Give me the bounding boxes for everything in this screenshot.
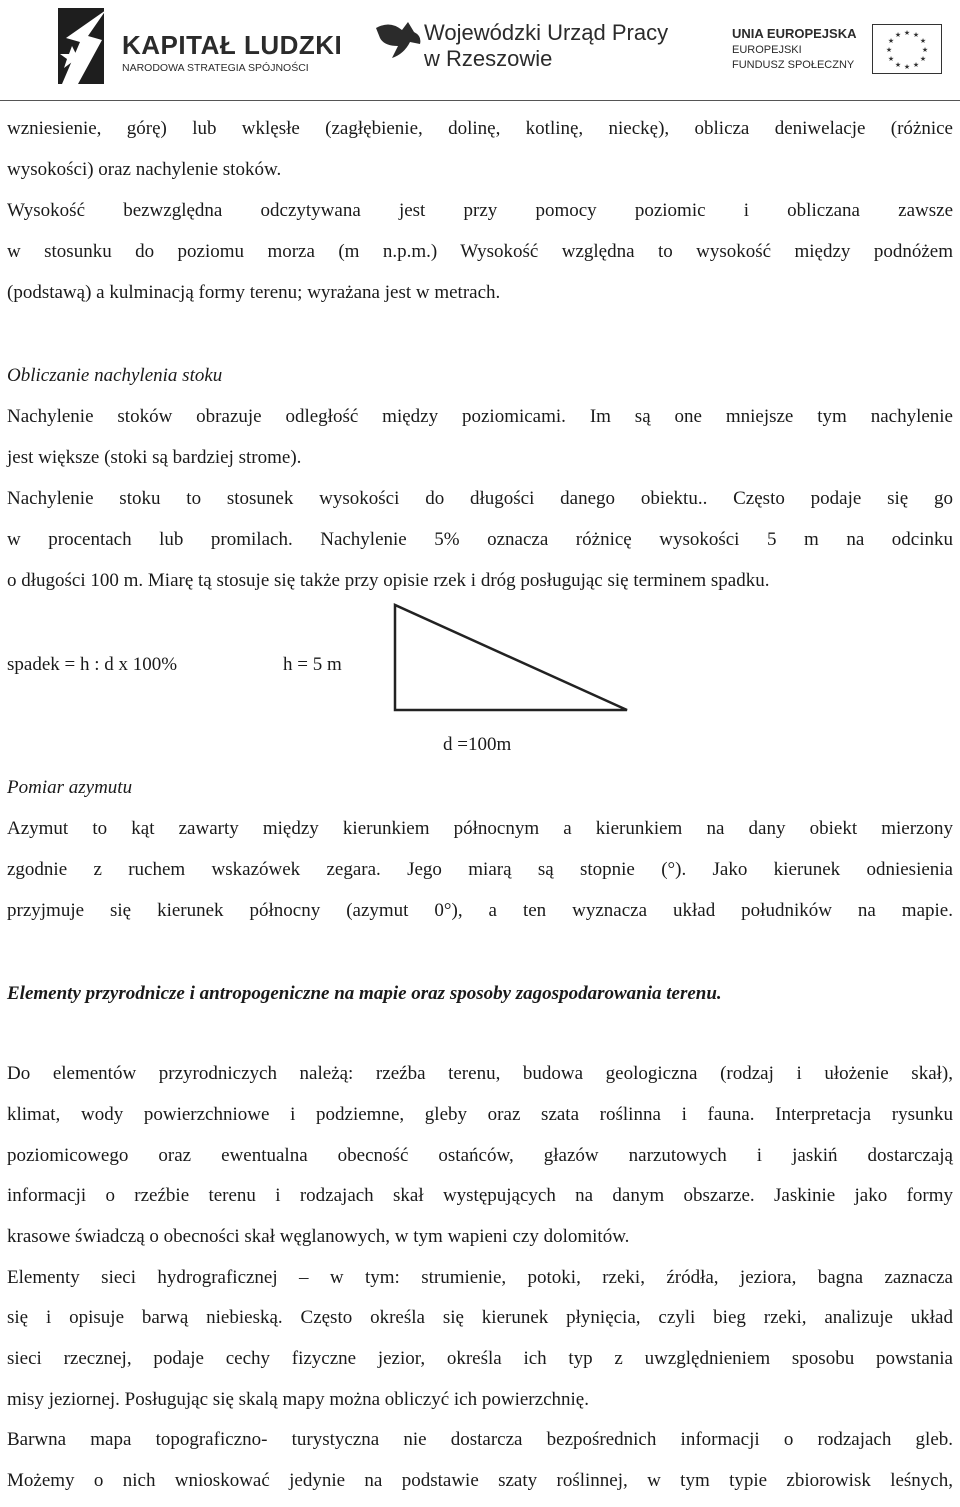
distance-label: d =100m bbox=[443, 734, 512, 755]
svg-text:★: ★ bbox=[887, 37, 895, 45]
paragraph-line: misy jeziornej. Posługując się skalą mapy można obliczyć ich powierzchnię. bbox=[7, 1389, 589, 1410]
svg-text:★: ★ bbox=[894, 61, 902, 69]
paragraph-line: przyjmuje się kierunek północny (azymut 0°), a ten wyznacza układ południków na mapie. bbox=[7, 900, 953, 921]
eu-line3: FUNDUSZ SPOŁECZNY bbox=[732, 59, 855, 71]
paragraph-line: Barwna mapa topograficzno- turystyczna nie dostarcza bezpośrednich informacji o rodzajach gleb. bbox=[7, 1429, 953, 1450]
eu-flag-icon bbox=[872, 24, 942, 74]
paragraph-line: Nachylenie stoku to stosunek wysokości do długości danego obiektu.. Często podaje się go bbox=[7, 488, 953, 509]
header-rule bbox=[0, 100, 960, 101]
kapital-ludzki-subtitle: NARODOWA STRATEGIA SPÓJNOŚCI bbox=[122, 62, 309, 74]
kapital-ludzki-title: KAPITAŁ LUDZKI bbox=[122, 30, 343, 60]
paragraph-line: Do elementów przyrodniczych należą: rzeźba terenu, budowa geologiczna (rodzaj i ułożenie skał), bbox=[7, 1063, 953, 1084]
wup-emblem-icon bbox=[374, 18, 424, 68]
paragraph-line: się i opisuje barwą niebieską. Często określa się kierunek płynięcia, czyli bieg rzeki, analizuje układ bbox=[7, 1307, 953, 1328]
paragraph-line: (podstawą) a kulminacją formy terenu; wyrażana jest w metrach. bbox=[7, 282, 501, 303]
eu-line1: UNIA EUROPEJSKA bbox=[732, 26, 857, 41]
paragraph-line: w procentach lub promilach. Nachylenie 5% oznacza różnicę wysokości 5 m na odcinku bbox=[7, 529, 953, 550]
paragraph-line: w stosunku do poziomu morza (m n.p.m.) Wysokość względna to wysokość między podnóżem bbox=[7, 241, 953, 262]
section-heading-elements: Elementy przyrodnicze i antropogeniczne na mapie oraz sposoby zagospodarowania terenu. bbox=[7, 983, 722, 1004]
paragraph-line: Elementy sieci hydrograficznej – w tym: strumienie, potoki, rzeki, źródła, jeziora, bagna zaznacza bbox=[7, 1267, 953, 1288]
svg-text:★: ★ bbox=[903, 29, 911, 37]
paragraph-line: Wysokość bezwzględna odczytywana jest przy pomocy poziomic i obliczana zawsze bbox=[7, 200, 953, 221]
paragraph-line: klimat, wody powierzchniowe i podziemne, gleby oraz szata roślinna i fauna. Interpretacja rysunku bbox=[7, 1104, 953, 1125]
paragraph-line: sieci rzecznej, podaje cechy fizyczne jezior, określa ich typ z uwzględnieniem sposobu powstania bbox=[7, 1348, 953, 1369]
svg-text:★: ★ bbox=[903, 63, 911, 71]
wup-logo bbox=[372, 6, 669, 86]
page-header bbox=[0, 0, 960, 100]
paragraph-line: Azymut to kąt zawarty między kierunkiem północnym a kierunkiem na dany obiekt mierzony bbox=[7, 818, 953, 839]
paragraph-line: Nachylenie stoków obrazuje odległość między poziomicami. Im są one mniejsze tym nachylenie bbox=[7, 406, 953, 427]
paragraph-line: jest większe (stoki są bardziej strome). bbox=[7, 447, 302, 468]
paragraph-line: Możemy o nich wnioskować jedynie na podstawie szaty roślinnej, w tym typie zbiorowisk leśnych, bbox=[7, 1470, 953, 1491]
section-heading-azimuth: Pomiar azymutu bbox=[7, 777, 133, 798]
slope-triangle-diagram bbox=[392, 602, 632, 712]
height-label: h = 5 m bbox=[283, 654, 342, 675]
slope-formula: spadek = h : d x 100% bbox=[7, 654, 178, 675]
wup-line1: Wojewódzki Urząd Pracy bbox=[424, 20, 669, 45]
kapital-ludzki-logo bbox=[58, 6, 343, 86]
paragraph-line: zgodnie z ruchem wskazówek zegara. Jego miarą są stopnie (°). Jako kierunek odniesienia bbox=[7, 859, 953, 880]
section-heading-slope: Obliczanie nachylenia stoku bbox=[7, 365, 223, 386]
svg-text:★: ★ bbox=[894, 31, 902, 39]
kapital-ludzki-emblem-icon bbox=[58, 6, 114, 86]
svg-text:★: ★ bbox=[921, 46, 929, 54]
svg-text:★: ★ bbox=[912, 61, 920, 69]
svg-text:★: ★ bbox=[919, 37, 927, 45]
svg-text:★: ★ bbox=[912, 31, 920, 39]
slope-triangle bbox=[395, 605, 627, 710]
svg-text:★: ★ bbox=[887, 55, 895, 63]
svg-text:★: ★ bbox=[885, 46, 893, 54]
paragraph-line: wysokości) oraz nachylenie stoków. bbox=[7, 159, 282, 180]
svg-text:★: ★ bbox=[919, 55, 927, 63]
paragraph-line: o długości 100 m. Miarę tą stosuje się także przy opisie rzek i dróg posługując się terminem spadku. bbox=[7, 570, 770, 591]
eu-logo bbox=[732, 6, 960, 86]
wup-line2: w Rzeszowie bbox=[424, 46, 553, 71]
paragraph-line: krasowe świadczą o obecności skał węglanowych, w tym wapieni czy dolomitów. bbox=[7, 1226, 630, 1247]
paragraph-line: informacji o rzeźbie terenu i rodzajach skał występujących na danym obszarze. Jaskinie jako formy bbox=[7, 1185, 953, 1206]
paragraph-line: poziomicowego oraz ewentualna obecność ostańców, głazów narzutowych i jaskiń dostarczają bbox=[7, 1145, 953, 1166]
paragraph-line: wzniesienie, górę) lub wklęsłe (zagłębienie, dolinę, kotlinę, nieckę), oblicza deniwelacje (różnice bbox=[7, 118, 953, 139]
eu-line2: EUROPEJSKI bbox=[732, 44, 802, 56]
